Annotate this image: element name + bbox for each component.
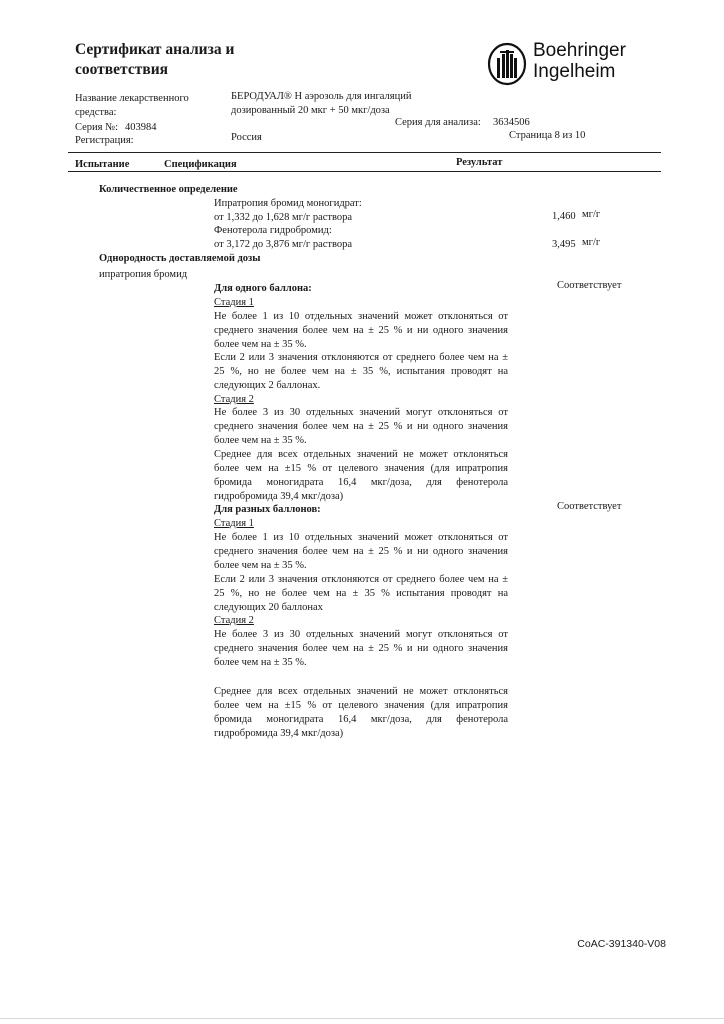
single-stage2-text-1: Не более 3 из 30 отдельных значений могут отклоняться от среднего значения более чем на ± 25 % и ни одного значения более чем на ± 35 %.	[214, 407, 508, 446]
document-title: Сертификат анализа и соответствия	[75, 41, 235, 78]
company-logo	[487, 40, 667, 88]
column-header-result: Результат	[456, 157, 503, 168]
single-stage2-label: Стадия 2	[214, 394, 254, 405]
multi-stage2-text-2: Среднее для всех отдельных значений не может отклоняться более чем на ±15 % от целевого значения (для ипратропия бромида моногидрата 16,4 мкг/доза, для фенотерола гидробромида 39,4 мкг/доза)	[214, 686, 508, 739]
drug-name-value-1: БЕРОДУАЛ® Н аэрозоль для ингаляций	[231, 91, 412, 102]
page-number: Страница 8 из 10	[509, 130, 586, 141]
multi-stage2-text-1: Не более 3 из 30 отдельных значений могут отклоняться от среднего значения более чем на ± 25 % и ни одного значения более чем на ± 35 %.	[214, 629, 508, 668]
column-header-spec: Спецификация	[164, 159, 237, 170]
multi-stage1-label: Стадия 1	[214, 518, 254, 529]
registration-value: Россия	[231, 132, 262, 143]
single-stage2-text-2: Среднее для всех отдельных значений не может отклоняться более чем на ±15 % от целевого значения (для ипратропия бромида моногидрата 16,4 мкг/доза, для фенотерола гидробромида 39,4 мкг/доза)	[214, 449, 508, 502]
registration-label: Регистрация:	[75, 135, 134, 146]
multi-canister-heading: Для разных баллонов:	[214, 504, 321, 515]
quant-ipra-range: от 1,332 до 1,628 мг/г раствора	[214, 212, 353, 223]
series-value: 403984	[125, 122, 157, 133]
multi-canister-result: Соответствует	[557, 501, 622, 512]
header-bottom-rule	[68, 171, 661, 172]
page-bottom-line	[0, 1018, 724, 1019]
document-code: CoAC-391340-V08	[577, 938, 666, 950]
uniformity-subject: ипратропия бромид	[99, 269, 188, 280]
quant-feno-unit: мг/г	[582, 237, 601, 248]
quant-ipra-name: Ипратропия бромид моногидрат:	[214, 198, 362, 209]
series-label: Серия №:	[75, 122, 119, 133]
quant-heading: Количественное определение	[99, 184, 238, 195]
series-analysis-value: 3634506	[493, 117, 530, 128]
multi-stage1-text-1: Не более 1 из 10 отдельных значений может отклоняться от среднего значения более чем на ± 25 % и ни одного значения более чем на ± 35 %.	[214, 532, 508, 571]
logo-line-2: Ingelheim	[533, 61, 616, 82]
single-stage1-text-2: Если 2 или 3 значения отклоняются от среднего более чем на ± 25 %, но не более чем на ± 35 %, испытания проводят на следующих 2 баллонах.	[214, 352, 508, 391]
quant-feno-range: от 3,172 до 3,876 мг/г раствора	[214, 239, 353, 250]
multi-stage2-label: Стадия 2	[214, 615, 254, 626]
quant-feno-value: 3,495	[552, 239, 576, 250]
header-top-rule	[68, 152, 661, 153]
quant-feno-name: Фенотерола гидробромид:	[214, 225, 332, 236]
single-stage1-label: Стадия 1	[214, 297, 254, 308]
single-stage1-text-1: Не более 1 из 10 отдельных значений может отклоняться от среднего значения более чем на ± 25 % и ни одного значения более чем на ± 35 %.	[214, 311, 508, 350]
quant-ipra-unit: мг/г	[582, 209, 601, 220]
single-canister-result: Соответствует	[557, 280, 622, 291]
multi-stage1-text-2: Если 2 или 3 значения отклоняются от среднего более чем на ± 25 %, но не более чем на ± 35 % испытания проводят на следующих 20 баллонах	[214, 574, 508, 613]
drug-name-value-2: дозированный 20 мкг + 50 мкг/доза	[231, 105, 390, 116]
boehringer-logo-icon	[487, 42, 527, 86]
column-header-test: Испытание	[75, 159, 130, 170]
uniformity-heading: Однородность доставляемой дозы	[99, 253, 261, 264]
logo-line-1: Boehringer	[533, 40, 626, 61]
quant-ipra-value: 1,460	[552, 211, 576, 222]
drug-name-label: Название лекарственного средства:	[75, 93, 189, 118]
series-analysis-label: Серия для анализа:	[395, 117, 481, 128]
single-canister-heading: Для одного баллона:	[214, 283, 312, 294]
